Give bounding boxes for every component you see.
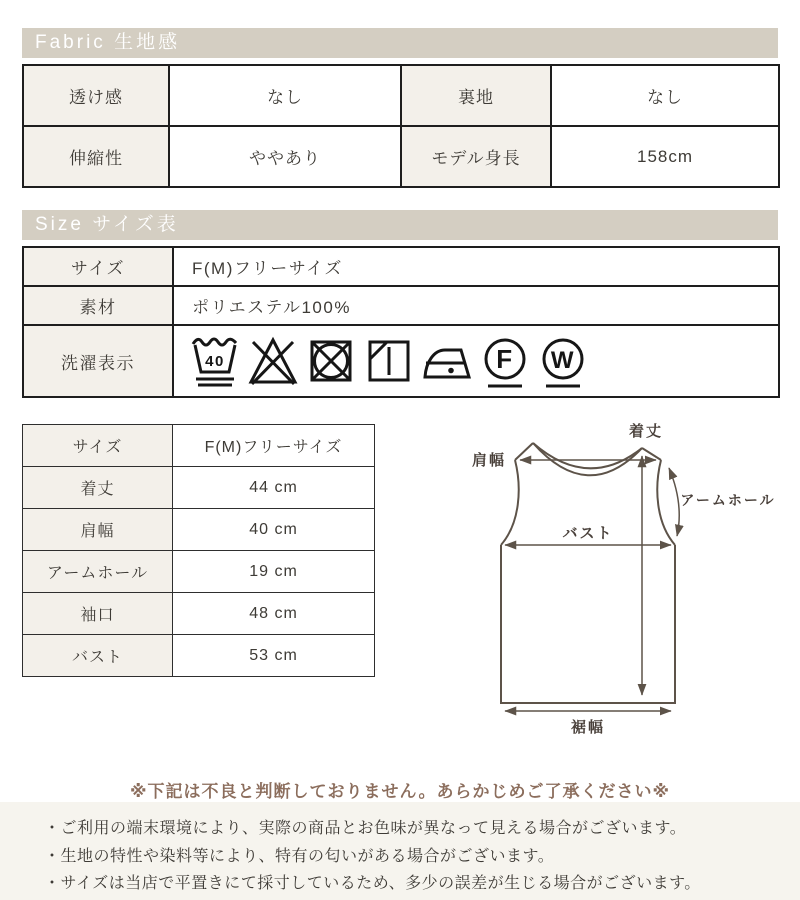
size-info-table xyxy=(22,246,780,398)
table-row xyxy=(23,286,779,325)
wet-clean-gentle-icon xyxy=(537,332,589,390)
table-row xyxy=(23,551,375,593)
diagram-length-label: 着丈 xyxy=(628,423,664,440)
table-row xyxy=(23,425,375,467)
fabric-table xyxy=(22,64,780,188)
measurement-table xyxy=(22,424,375,677)
measure-armhole-label: アームホール xyxy=(23,551,173,593)
measure-length-value: 44 cm xyxy=(173,467,375,509)
measure-size-value: F(M)フリーサイズ xyxy=(173,425,375,467)
fabric-section-header: Fabric 生地感 xyxy=(22,28,778,58)
fabric-label-sheerness: 透け感 xyxy=(23,65,169,126)
line-dry-in-shade-icon xyxy=(363,332,415,390)
table-row xyxy=(23,593,375,635)
notice-item-measurement: ・サイズは当店で平置きにて採寸しているため、多少の誤差が生じる場合がございます。 xyxy=(44,875,701,892)
diagram-hem-label: 裾幅 xyxy=(570,719,606,736)
size-section-header: Size サイズ表 xyxy=(22,210,778,240)
garment-diagram xyxy=(438,418,783,773)
notice-panel xyxy=(0,802,800,900)
table-row xyxy=(23,65,779,126)
measure-armhole-value: 19 cm xyxy=(173,551,375,593)
dry-clean-petroleum-gentle-icon xyxy=(479,332,531,390)
measure-size-label: サイズ xyxy=(23,425,173,467)
measure-shoulder-label: 肩幅 xyxy=(23,509,173,551)
size-value: F(M)フリーサイズ xyxy=(173,247,779,286)
table-row xyxy=(23,635,375,677)
measure-bust-label: バスト xyxy=(23,635,173,677)
table-row xyxy=(23,325,779,397)
measurement-arrows xyxy=(505,456,679,711)
notice-item-display: ・ご利用の端末環境により、実際の商品とお色味が異なって見える場合がございます。 xyxy=(44,820,687,837)
measure-shoulder-value: 40 cm xyxy=(173,509,375,551)
table-row xyxy=(23,247,779,286)
diagram-armhole-label: アームホール xyxy=(680,492,776,508)
wash-40-very-gentle-icon xyxy=(189,332,241,390)
table-row xyxy=(23,467,375,509)
care-symbols-row xyxy=(175,332,777,390)
measure-bust-value: 53 cm xyxy=(173,635,375,677)
fabric-label-stretch: 伸縮性 xyxy=(23,126,169,187)
fabric-value-stretch: ややあり xyxy=(169,126,401,187)
material-value: ポリエステル100% xyxy=(173,286,779,325)
table-row xyxy=(23,126,779,187)
tank-top-outline xyxy=(501,443,675,703)
measure-cuff-value: 48 cm xyxy=(173,593,375,635)
fabric-value-model-height: 158cm xyxy=(551,126,779,187)
measure-length-label: 着丈 xyxy=(23,467,173,509)
size-label: サイズ xyxy=(23,247,173,286)
notice-item-odor: ・生地の特性や染料等により、特有の匂いがある場合がございます。 xyxy=(44,847,555,865)
diagram-bust-label: バスト xyxy=(562,525,614,542)
do-not-bleach-icon xyxy=(247,332,299,390)
material-label: 素材 xyxy=(23,286,173,325)
svg-text:40: 40 xyxy=(205,353,225,370)
table-row xyxy=(23,509,375,551)
fabric-value-lining: なし xyxy=(551,65,779,126)
svg-text:F: F xyxy=(496,344,514,374)
diagram-shoulder-label: 肩幅 xyxy=(471,452,507,469)
iron-low-heat-icon xyxy=(421,332,473,390)
svg-text:W: W xyxy=(550,347,576,374)
notice-title: ※下記は不良と判断しておりません。あらかじめご了承ください※ xyxy=(129,782,671,801)
fabric-value-sheerness: なし xyxy=(169,65,401,126)
fabric-label-model-height: モデル身長 xyxy=(401,126,551,187)
do-not-tumble-dry-icon xyxy=(305,332,357,390)
care-label: 洗濯表示 xyxy=(23,325,173,397)
measure-cuff-label: 袖口 xyxy=(23,593,173,635)
fabric-label-lining: 裏地 xyxy=(401,65,551,126)
